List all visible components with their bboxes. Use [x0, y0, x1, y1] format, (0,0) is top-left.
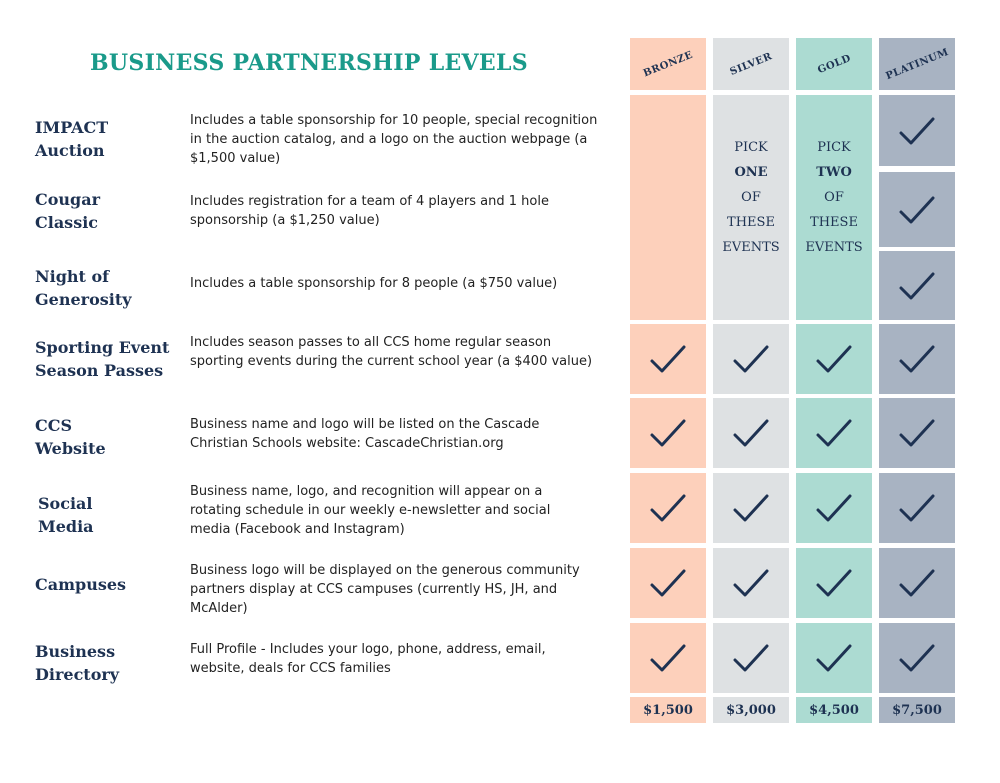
bronze-check [630, 548, 706, 618]
platinum-check [879, 95, 955, 166]
silver-check [713, 473, 789, 543]
check-icon [897, 563, 937, 603]
row-label-campuses: Campuses [35, 575, 127, 594]
check-icon [648, 563, 688, 603]
gold-pick-note: PICK TWO OF THESE EVENTS [805, 140, 863, 255]
row-label-business-directory: Business Directory [35, 642, 120, 684]
row-label-impact-auction: IMPACT Auction [35, 118, 109, 160]
header-silver [713, 38, 789, 90]
check-icon [814, 563, 854, 603]
row-desc-social-media: Business name, logo, and recognition will appear on a rotating schedule in our weekly e-newsletter and social media (Facebook and Instagram) [190, 484, 551, 537]
header-bronze [630, 38, 706, 90]
platinum-check [879, 548, 955, 618]
gold-check [796, 398, 872, 468]
check-icon [814, 638, 854, 678]
price-platinum: $7,500 [879, 697, 955, 723]
price-bronze: $1,500 [630, 697, 706, 723]
bronze-check [630, 398, 706, 468]
platinum-label: PLATINUM [883, 46, 951, 82]
price-silver: $3,000 [713, 697, 789, 723]
price-gold: $4,500 [796, 697, 872, 723]
platinum-check [879, 251, 955, 320]
row-label-ccs-website: CCS Website [35, 416, 106, 458]
silver-check [713, 623, 789, 693]
check-icon [897, 413, 937, 453]
check-icon [648, 339, 688, 379]
check-icon [897, 488, 937, 528]
check-icon [897, 111, 937, 151]
check-icon [814, 488, 854, 528]
gold-check [796, 473, 872, 543]
row-desc-ccs-website: Business name and logo will be listed on the Cascade Christian Schools website: CascadeChristian.org [190, 417, 540, 451]
row-desc-night-of-generosity: Includes a table sponsorship for 8 people (a $750 value) [190, 276, 558, 291]
header-gold [796, 38, 872, 90]
gold-check [796, 623, 872, 693]
bronze-check [630, 473, 706, 543]
gold-label: GOLD [815, 52, 853, 76]
row-desc-sporting-event: Includes season passes to all CCS home regular season sporting events during the current school year (a $400 value) [190, 335, 593, 369]
row-desc-impact-auction: Includes a table sponsorship for 10 people, special recognition in the auction catalog, and a logo on the auction webpage (a $1,500 value) [190, 113, 598, 166]
check-icon [731, 339, 771, 379]
check-icon [897, 266, 937, 306]
check-icon [897, 638, 937, 678]
row-label-cougar-classic: Cougar Classic [35, 190, 101, 232]
bronze-check [630, 324, 706, 394]
platinum-check [879, 172, 955, 247]
check-icon [648, 488, 688, 528]
silver-check [713, 324, 789, 394]
bronze-label: BRONZE [641, 49, 695, 79]
check-icon [897, 339, 937, 379]
header-platinum [879, 38, 955, 90]
row-label-social-media: Social Media [38, 494, 94, 536]
silver-check [713, 548, 789, 618]
gold-check [796, 548, 872, 618]
platinum-check [879, 623, 955, 693]
check-icon [897, 190, 937, 230]
check-icon [731, 413, 771, 453]
check-icon [814, 339, 854, 379]
platinum-check [879, 473, 955, 543]
check-icon [648, 413, 688, 453]
check-icon [648, 638, 688, 678]
page-title: BUSINESS PARTNERSHIP LEVELS [90, 50, 528, 76]
silver-pick-note: PICK ONE OF THESE EVENTS [722, 140, 780, 255]
check-icon [731, 488, 771, 528]
bronze-events-block [630, 95, 706, 320]
row-label-night-of-generosity: Night of Generosity [35, 267, 132, 309]
silver-check [713, 398, 789, 468]
silver-label: SILVER [728, 50, 774, 78]
gold-check [796, 324, 872, 394]
platinum-check [879, 398, 955, 468]
row-label-sporting-event: Sporting Event Season Passes [35, 338, 170, 380]
bronze-check [630, 623, 706, 693]
check-icon [731, 563, 771, 603]
check-icon [814, 413, 854, 453]
platinum-check [879, 324, 955, 394]
row-desc-business-directory: Full Profile - Includes your logo, phone, address, email, website, deals for CCS families [190, 642, 546, 676]
check-icon [731, 638, 771, 678]
row-desc-campuses: Business logo will be displayed on the generous community partners display at CCS campuses (currently HS, JH, and McAlder) [190, 563, 580, 616]
row-desc-cougar-classic: Includes registration for a team of 4 players and 1 hole sponsorship (a $1,250 value) [190, 194, 549, 228]
